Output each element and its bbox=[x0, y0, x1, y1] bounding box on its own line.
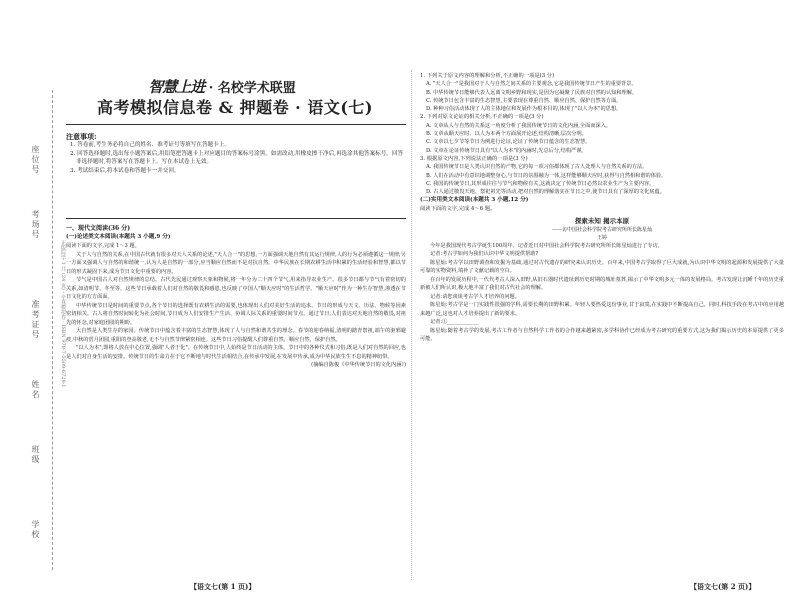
page-footer-right: 【语文七(第 2 页)】 bbox=[690, 582, 756, 591]
passage-paragraph: 大自然是人类生存的家园。传统节日中蕴含着丰富的生态智慧,体现了人与自然和谐共生的理念。春节的迎春纳福,清明的踏青祭祖,端午的驱邪避疫,中秋的赏月团圆,重阳的登高敬老,无不与自然节律紧密相连。这些节日习俗提醒人们尊重自然、顺应自然、保护自然。 bbox=[66, 328, 406, 343]
brand-logo: 智慧上进 bbox=[148, 78, 205, 96]
passage-paragraph: 节气是中国古人对自然规律的总结。古代先民通过观察天象和物候,将一年分为二十四个节气,用来指导农业生产。很多节日都与节气有着密切的关系,如清明节、冬至等。这些节日承载着人们对自然的敬畏和感恩,也反映了中国人"顺天应时"的生活哲学。"顺天应时"作为一种生存智慧,渗透在节日文化的方方面面。 bbox=[66, 277, 406, 300]
interview-paragraph: 记者:请您谈谈考古学人才培养的问题。 bbox=[430, 293, 520, 300]
passage-paragraph: "以人为本",即将人放在中心位置,强调"人者于化"。在传统节日中,人始终是节日活动的主体。节日中的各种仪式和习俗,既是人们对自然的回应,也是人们对自身生活的安排。传统节日的生命力在于它不断地与时代生活相结合,在传承中发展,在发展中传承,成为中华民族生生不息的精神纽带。 bbox=[66, 345, 406, 360]
admission-number-label: 准考证号 bbox=[31, 300, 40, 340]
subsection-2-heading: (二)实用类文本阅读(本题共 3 小题,12 分) bbox=[420, 197, 529, 204]
print-code: 正版际学 1 共 (24 页) · 全真模拟卷 · ISBN 978-7-5509-6729-1 bbox=[60, 240, 66, 388]
option: D. 种种习俗活动体现了人的主体地位和发展作为根本目的,体现了"以人为本"的思想。 bbox=[426, 106, 622, 113]
interview-paragraph: 今年是我国现代考古学诞生100周年。记者近日对中国社会科学院考古研究所所长陈星灿进行了专访。 bbox=[430, 242, 663, 249]
left-column bbox=[66, 224, 406, 370]
passage-source: (摘编自陈俊《中华传统节日的文化内涵》) bbox=[311, 362, 406, 368]
union-name: · 名校学术联盟 bbox=[208, 81, 296, 96]
instruction-2: 阅读下面的文字,完成 4～6 题。 bbox=[420, 206, 496, 213]
center-fold bbox=[411, 70, 412, 580]
instruction: 阅读下面的文字,完成 1～3 题。 bbox=[66, 243, 140, 249]
interview-paragraph: 陈星灿:考古学以田野调查和发掘为基础,通过对古代遗存的研究来认识历史。百年来,中国考古学取得了巨大成就,为认识中华文明的起源和发展提供了大量可靠的实物资料,填补了文献记载的空白。 bbox=[420, 259, 784, 275]
option: C. 文章以七夕节等节日为例进行论证,论证了传统节日蕴含的生态智慧。 bbox=[426, 139, 591, 146]
subsection-heading: (一)论述类文本阅读(本题共 3 小题,9 分) bbox=[66, 234, 171, 240]
option: A. 我国传统节日是人类认识自然的产物,它的每一项习俗都体现了古人处理人与自然关系的方法。 bbox=[426, 164, 648, 171]
notes-rule bbox=[66, 218, 406, 219]
brand-line bbox=[72, 76, 372, 97]
option: C. 我国的传统节日,其形成往往与节气和物候有关,这就决定了传统节日必然以农业生产为主要内容。 bbox=[426, 180, 655, 187]
article-title: 探索未知 揭示本原 bbox=[574, 216, 630, 225]
passage-paragraph: 关于人与自然的关系,在中国古代就有很多对天人关系的论述,"天人合一"的思想,一方面强调天地自然有其运行规律,人的行为必须遵循这一规律;另一方面又强调人与自然的和谐统一,认为人是自然的一部分,应当顺应自然而不是对抗自然。中华民族在长期农耕生活中积累的生活经验和智慧,都以节日的形式凝固下来,成为节日文化中重要的内容。 bbox=[66, 251, 406, 275]
option: C. 传统节日包含丰富的生态智慧,主要表现在尊重自然、顺应自然、保护自然等方面。 bbox=[426, 97, 622, 104]
part-heading: 一、现代文阅读(36 分) bbox=[66, 225, 131, 232]
question-3: 3. 根据原文内容,下列说法正确的一项是(3 分) bbox=[420, 155, 528, 162]
reading-passage bbox=[66, 242, 406, 370]
header-rule bbox=[66, 124, 406, 125]
question-2: 2. 下列对原文论证的相关分析,不正确的一项是(3 分) bbox=[420, 114, 544, 121]
option: D. 文章在论证传统节日具有"以人为本"的内涵时,先总后分,结构严谨。 bbox=[426, 147, 587, 154]
option: D. 古人通过敬畏天地、祭祀祖先等活动,把对自然的理解落实在节日之中,使节日具有了深厚的文化底蕴。 bbox=[426, 189, 665, 196]
binding-margin bbox=[0, 0, 70, 606]
page-title: 高考模拟信息卷 & 押题卷 · 语文(七) bbox=[97, 98, 373, 117]
option: A. 文章从人与自然的关系这一角度分析了我国传统节日的文化内涵,全面而深入。 bbox=[426, 122, 612, 129]
interview-paragraph: 记者:考古学如何为我们认识中华文明提供帮助? bbox=[430, 251, 539, 258]
exam-room-label: 考场号 bbox=[31, 210, 40, 240]
seat-number-label: 座位号 bbox=[31, 145, 40, 175]
option: A. "天人合一"是我国对于人与自然之间关系的主要观念,它是我国传统节日产生的重要背景。 bbox=[426, 81, 637, 88]
question-1: 1. 下列关于原文内容的理解和分析,不正确的一项是(3 分) bbox=[420, 73, 555, 79]
binding-line bbox=[52, 90, 53, 570]
interview-paragraph: 陈星灿:随着考古学的发展,考古工作者与自然科学工作者的合作越来越紧密,多学科协作已经成为考古研究的重要方式,这为我们揭示历史的本原提供了更多可能。 bbox=[420, 327, 784, 343]
school-label: 学校 bbox=[31, 520, 40, 540]
interview-text bbox=[420, 242, 784, 344]
interview-paragraph: 陈星灿:考古学是一门实践性很强的学科,需要长期的田野积累。年轻人要热爱这份事业,甘于寂寞,在实践中不断提高自己。同时,科技手段在考古中的应用越来越广泛,这也对人才培养提出了新的要求。 bbox=[420, 302, 784, 317]
article-author: 王婷 bbox=[596, 234, 607, 241]
note-item: 1. 答卷前,考生务必将自己的姓名、准考证号等填写在答题卡上。 bbox=[70, 142, 230, 148]
page-footer-left: 【语文七(第 1 页)】 bbox=[190, 582, 256, 591]
article-subtitle: ——访中国社会科学院考古研究所所长陈星灿 bbox=[551, 226, 652, 233]
option: B. 中华传统节日能够代表人远离文明乡野和现实,是因为它凝聚了民族对自然的认知和理解。 bbox=[426, 89, 638, 96]
notes-heading: 注意事项: bbox=[66, 132, 97, 141]
option: B. 文章从顺天应时、以人为本两个方面展开论述,结构清晰,层次分明。 bbox=[426, 131, 587, 138]
right-column bbox=[420, 72, 784, 344]
interview-paragraph: 在百年的发展历程中,一代代考古人深入田野,从旧石器时代遗址到历史时期的城址墓葬,揭示了中华文明多元一体的发展格局。考古发现让沉睡千年的历史重新被人们所认识,极大地丰富了我们对古代社会的理解。 bbox=[420, 276, 784, 292]
class-label: 班级 bbox=[31, 445, 40, 465]
interview-paragraph: 记者:①____________ bbox=[430, 319, 479, 326]
note-item: 2. 回答选择题时,选出每小题答案后,用铅笔把答题卡上对应题目的答案标号涂黑。如需改动,用橡皮擦干净后,再选涂其他答案标号。回答非选择题时,将答案写在答题卡上。写在本试卷上无效。 bbox=[70, 150, 404, 166]
note-item: 3. 考试结束后,将本试卷和答题卡一并交回。 bbox=[70, 167, 180, 174]
passage-paragraph: 中华传统节日是时间的重要节点,各个节日的选择既有农耕生活的需要,也体现出人们对美好生活的追求。节日的形成与天文、历法、物候等因素密切相关。古人将自然时间转化为社会时间,节日成为人们安排生产生活、协调人际关系的重要时间节点。通过节日,人们表达对天地自然的敬畏,对祖先的怀念,对家庭团圆的期盼。 bbox=[66, 302, 406, 326]
name-label: 姓名 bbox=[31, 380, 40, 400]
option: B. 人们在活动中有意识地调整身心,与节日的氛围融为一体,这样能够顺天应时,获得与自然相和谐的体验。 bbox=[426, 172, 667, 179]
notes-list bbox=[66, 141, 406, 175]
